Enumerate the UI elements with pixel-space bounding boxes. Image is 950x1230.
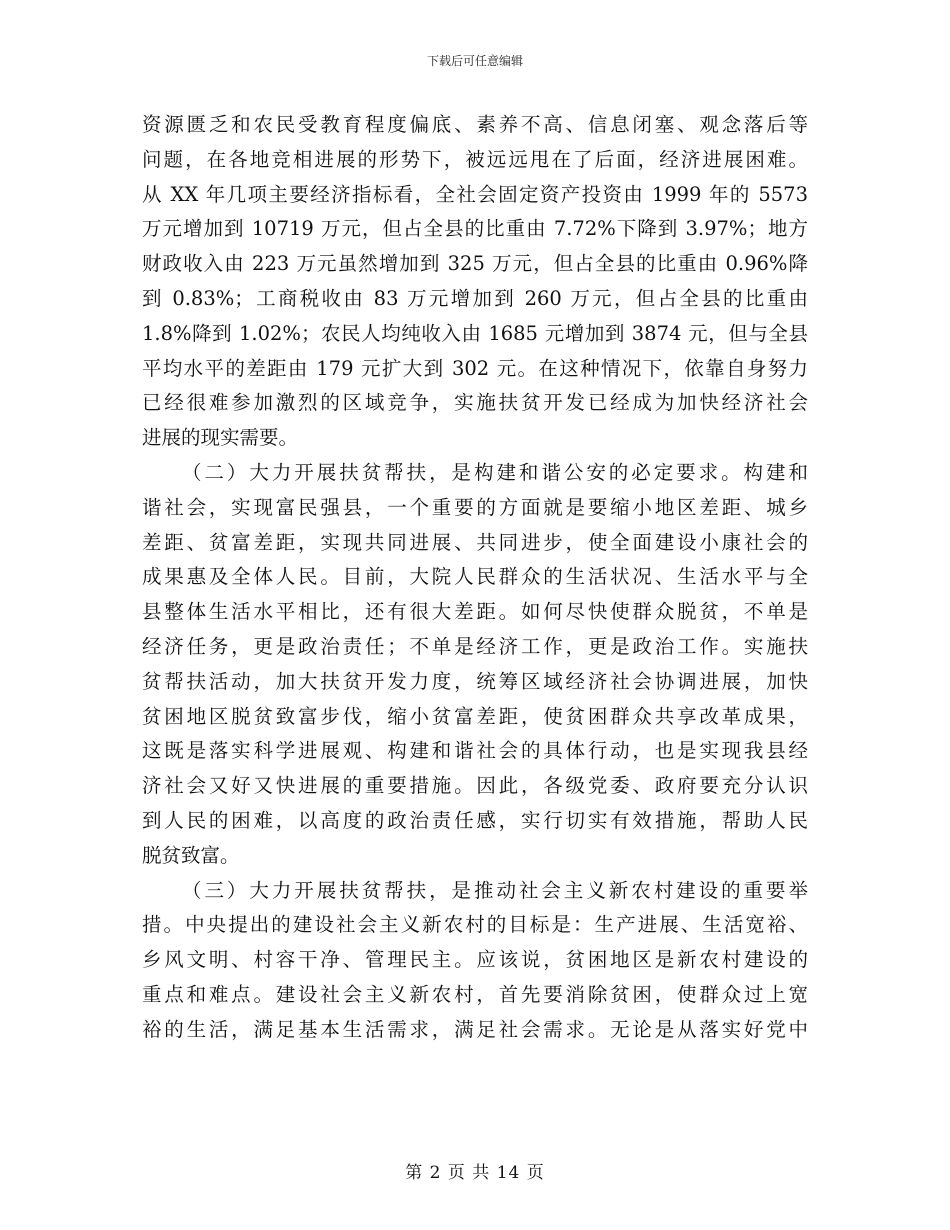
- text-line: 县整体生活水平相比，还有很大差距。如何尽快使群众脱贫，不单是: [142, 600, 808, 624]
- document-body: [142, 108, 808, 1048]
- text-line: 贫困地区脱贫致富步伐，缩小贫富差距，使贫困群众共享改革成果，: [142, 704, 808, 728]
- text-line: 财政收入由 223 万元虽然增加到 325 万元，但占全县的比重由 0.96%降: [142, 252, 808, 276]
- text-line: 贫帮扶活动，加大扶贫开发力度，统筹区域经济社会协调进展，加快: [142, 669, 808, 693]
- page-number-footer: 第 2 页 共 14 页: [405, 1163, 545, 1183]
- text-line: 裕的生活，满足基本生活需求，满足社会需求。无论是从落实好党中: [142, 1017, 808, 1041]
- text-line: 资源匮乏和农民受教育程度偏底、素养不高、信息闭塞、观念落后等: [142, 113, 808, 136]
- text-line: 乡风文明、村容干净、管理民主。应该说，贫困地区是新农村建设的: [142, 948, 808, 972]
- text-line: 平均水平的差距由 179 元扩大到 302 元。在这种情况下，依靠自身努力: [142, 356, 808, 380]
- page-header: 下载后可任意编辑: [426, 54, 523, 68]
- text-line: 到 0.83%；工商税收由 83 万元增加到 260 万元，但占全县的比重由: [142, 286, 808, 310]
- text-line: 脱贫致富。: [142, 843, 240, 867]
- text-line: 这既是落实科学进展观、构建和谐社会的具体行动，也是实现我县经: [142, 739, 808, 763]
- text-line: 已经很难参加激烈的区域竞争，实施扶贫开发已经成为加快经济社会: [142, 391, 808, 415]
- text-line: 经济任务，更是政治责任；不单是经济工作，更是政治工作。实施扶: [142, 634, 808, 658]
- text-line: 1.8%降到 1.02%；农民人均纯收入由 1685 元增加到 3874 元，但与全县: [142, 321, 808, 345]
- paragraph-start-line: （二）大力开展扶贫帮扶，是构建和谐公安的必定要求。构建和: [182, 460, 808, 484]
- text-line: 济社会又好又快进展的重要措施。因此，各级党委、政府要充分认识: [142, 774, 808, 798]
- paragraph-start-line: （三）大力开展扶贫帮扶，是推动社会主义新农村建设的重要举: [182, 878, 808, 902]
- text-line: 万元增加到 10719 万元，但占全县的比重由 7.72%下降到 3.97%；地方: [142, 217, 808, 241]
- text-line: 重点和难点。建设社会主义新农村，首先要消除贫困，使群众过上宽: [142, 982, 808, 1006]
- text-line: 措。中央提出的建设社会主义新农村的目标是：生产进展、生活宽裕、: [142, 913, 808, 937]
- text-line: 进展的现实需要。: [142, 426, 299, 450]
- text-line: 谐社会，实现富民强县，一个重要的方面就是要缩小地区差距、城乡: [142, 495, 808, 519]
- text-line: 成果惠及全体人民。目前，大院人民群众的生活状况、生活水平与全: [142, 565, 808, 589]
- text-line: 从 XX 年几项主要经济指标看，全社会固定资产投资由 1999 年的 5573: [142, 182, 808, 206]
- text-line: 问题，在各地竞相进展的形势下，被远远甩在了后面，经济进展困难。: [142, 147, 808, 171]
- text-line: 到人民的困难，以高度的政治责任感，实行切实有效措施，帮助人民: [142, 808, 808, 832]
- text-line: 差距、贫富差距，实现共同进展、共同进步，使全面建设小康社会的: [142, 530, 808, 554]
